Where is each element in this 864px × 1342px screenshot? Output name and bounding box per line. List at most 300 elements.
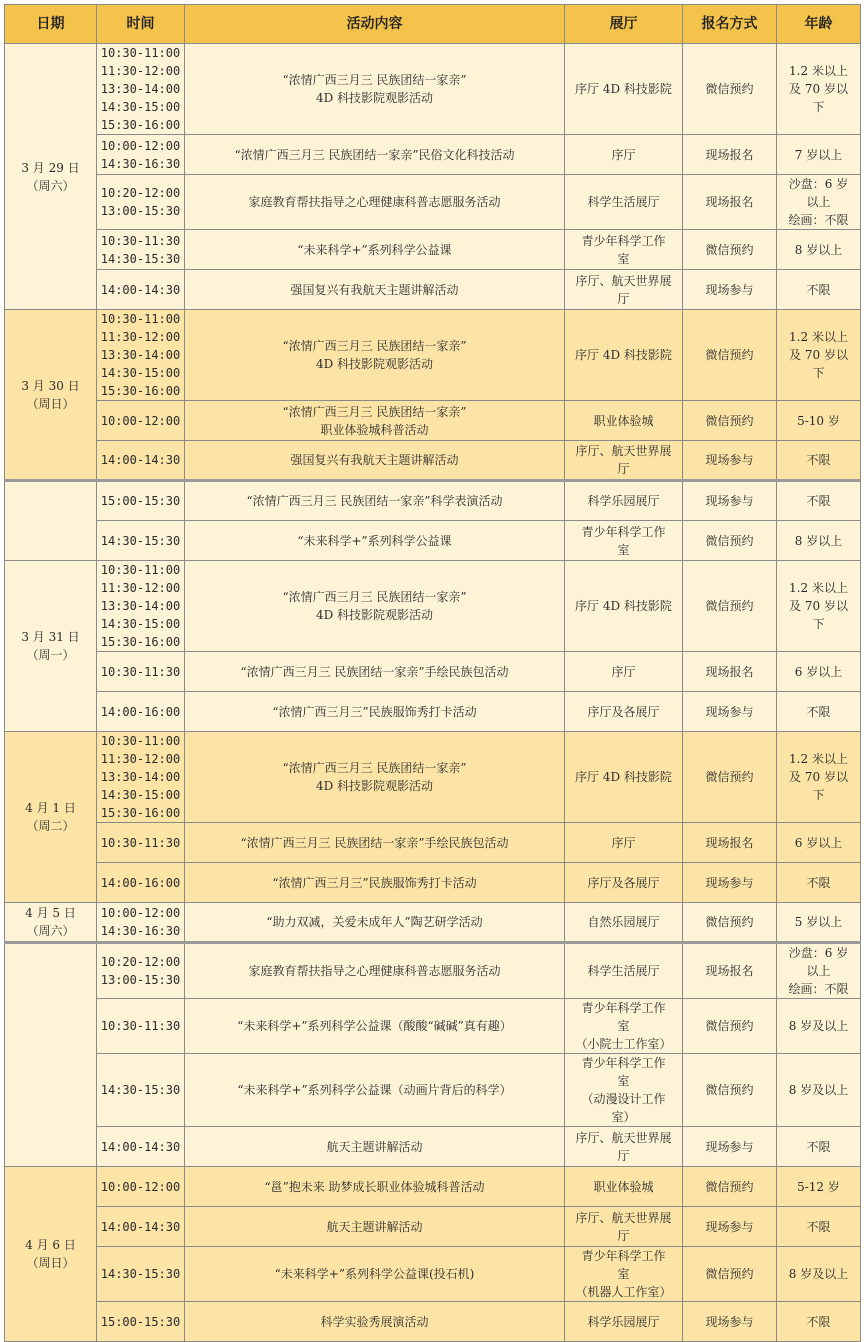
time-slot: 15:30-16:00 <box>100 384 181 398</box>
time-slot: 14:00-14:30 <box>100 1219 181 1234</box>
hall-line: 厅 <box>617 291 630 306</box>
table-row <box>5 1207 861 1247</box>
header-hall: 展厅 <box>565 5 683 44</box>
time-cell <box>97 823 185 863</box>
table-row <box>5 903 861 943</box>
time-cell <box>97 401 185 441</box>
hall-cell <box>565 521 683 561</box>
time-cell <box>97 692 185 732</box>
content-line: “浓情广西三月三 民族团结一家亲”手绘民族包活动 <box>240 835 509 850</box>
age-line: 下 <box>812 788 825 802</box>
age-cell <box>777 441 861 481</box>
time-cell <box>97 441 185 481</box>
date-line: （周日） <box>26 1256 75 1270</box>
time-cell <box>97 481 185 521</box>
age-line: 不限 <box>806 453 831 467</box>
hall-cell <box>565 441 683 481</box>
date-line: （周六） <box>26 178 75 193</box>
hall-line: （小院士工作室） <box>575 1037 672 1051</box>
time-cell <box>97 652 185 692</box>
date-cell <box>5 1167 97 1342</box>
content-line: 航天主题讲解活动 <box>326 1219 423 1234</box>
method-cell: 现场报名 <box>683 823 777 863</box>
method-cell: 现场参与 <box>683 441 777 481</box>
hall-cell <box>565 135 683 175</box>
time-slot: 14:30-15:30 <box>100 1083 181 1097</box>
content-line: “邕”抱未来 助梦成长职业体验城科普活动 <box>264 1179 485 1194</box>
hall-line: 序厅、航天世界展 <box>575 444 672 458</box>
age-line: 5-10 岁 <box>797 413 840 428</box>
age-line: 1.2 米以上 <box>789 752 848 766</box>
content-cell <box>185 561 565 652</box>
hall-line: 序厅 4D 科技影院 <box>575 770 672 784</box>
age-line: 5-12 岁 <box>797 1179 840 1194</box>
time-slot: 15:30-16:00 <box>100 635 181 649</box>
hall-cell <box>565 1302 683 1342</box>
method-cell: 现场报名 <box>683 943 777 999</box>
table-row <box>5 561 861 652</box>
hall-line: 序厅、航天世界展 <box>575 1210 672 1225</box>
time-cell <box>97 863 185 903</box>
content-line: 科学实验秀展演活动 <box>320 1314 429 1329</box>
hall-line: 科学乐园展厅 <box>587 1314 660 1329</box>
age-line: 7 岁以上 <box>794 147 843 162</box>
hall-line: 室 <box>617 1267 630 1281</box>
date-cell <box>5 310 97 481</box>
method-cell: 微信预约 <box>683 1054 777 1127</box>
hall-cell <box>565 561 683 652</box>
content-cell <box>185 441 565 481</box>
method-cell: 微信预约 <box>683 999 777 1054</box>
table-row <box>5 1127 861 1167</box>
header-age: 年龄 <box>777 5 861 44</box>
time-slot: 14:00-14:30 <box>100 1139 181 1154</box>
age-line: 6 岁以上 <box>794 835 843 850</box>
method-cell: 微信预约 <box>683 903 777 943</box>
time-slot: 14:30-15:00 <box>100 100 181 114</box>
hall-line: 厅 <box>617 1228 630 1243</box>
time-slot: 14:00-14:30 <box>100 282 181 297</box>
hall-cell <box>565 823 683 863</box>
time-slot: 14:30-16:30 <box>100 924 181 938</box>
time-cell <box>97 1127 185 1167</box>
content-cell <box>185 1054 565 1127</box>
content-line: 家庭教育帮扶指导之心理健康科普志愿服务活动 <box>248 964 501 978</box>
time-cell <box>97 135 185 175</box>
hall-cell <box>565 44 683 135</box>
age-cell <box>777 732 861 823</box>
age-cell <box>777 863 861 903</box>
content-line: “浓情广西三月三 民族团结一家亲” <box>282 404 467 419</box>
date-line: （周六） <box>26 924 75 938</box>
time-slot: 10:20-12:00 <box>100 186 181 200</box>
time-slot: 11:30-12:00 <box>100 581 181 595</box>
content-cell <box>185 999 565 1054</box>
age-cell <box>777 44 861 135</box>
time-slot: 14:30-16:30 <box>100 156 181 171</box>
age-line: 5 岁以上 <box>794 915 843 929</box>
time-cell <box>97 44 185 135</box>
age-line: 8 岁及以上 <box>788 1083 849 1097</box>
time-cell <box>97 1207 185 1247</box>
hall-cell <box>565 1167 683 1207</box>
age-line: 及 70 岁以 <box>789 770 848 784</box>
content-line: 4D 科技影院观影活动 <box>315 779 434 793</box>
hall-cell <box>565 310 683 401</box>
method-cell: 微信预约 <box>683 310 777 401</box>
content-cell <box>185 310 565 401</box>
content-cell <box>185 1127 565 1167</box>
content-line: “浓情广西三月三 民族团结一家亲”民俗文化科技活动 <box>234 147 515 162</box>
method-cell: 微信预约 <box>683 1247 777 1302</box>
age-line: 沙盘：6 岁 <box>788 177 849 191</box>
age-line: 1.2 米以上 <box>789 330 848 344</box>
table-row <box>5 401 861 441</box>
content-line: “浓情广西三月三”民族服饰秀打卡活动 <box>272 875 477 890</box>
time-slot: 10:30-11:00 <box>100 312 181 326</box>
table-row <box>5 1167 861 1207</box>
content-line: “未来科学+”系列科学公益课(投石机) <box>274 1267 475 1281</box>
age-cell <box>777 692 861 732</box>
hall-cell <box>565 1127 683 1167</box>
method-cell: 微信预约 <box>683 561 777 652</box>
method-cell: 现场报名 <box>683 175 777 230</box>
age-cell <box>777 903 861 943</box>
age-line: 8 岁以上 <box>794 242 843 257</box>
age-cell <box>777 521 861 561</box>
header-time: 时间 <box>97 5 185 44</box>
age-line: 下 <box>812 100 825 114</box>
time-cell <box>97 175 185 230</box>
age-cell <box>777 1207 861 1247</box>
table-row <box>5 1054 861 1127</box>
method-cell: 微信预约 <box>683 732 777 823</box>
content-cell <box>185 863 565 903</box>
hall-cell <box>565 863 683 903</box>
date-line: 3 月 30 日 <box>21 378 80 393</box>
hall-line: 职业体验城 <box>593 1179 654 1194</box>
time-cell <box>97 1054 185 1127</box>
age-line: 不限 <box>806 282 831 297</box>
content-line: “浓情广西三月三 民族团结一家亲” <box>282 590 467 604</box>
time-slot: 14:30-15:00 <box>100 617 181 631</box>
content-line: “未来科学+”系列科学公益课 <box>297 533 452 548</box>
content-line: “浓情广西三月三 民族团结一家亲” <box>282 761 467 775</box>
age-line: 以上 <box>806 195 831 209</box>
time-slot: 10:30-11:30 <box>100 835 181 850</box>
header-date: 日期 <box>5 5 97 44</box>
age-cell <box>777 310 861 401</box>
age-line: 下 <box>812 617 825 631</box>
age-line: 不限 <box>806 1219 831 1234</box>
age-line: 8 岁以上 <box>794 533 843 548</box>
content-line: 强国复兴有我航天主题讲解活动 <box>290 453 459 467</box>
table-row <box>5 481 861 521</box>
content-line: 4D 科技影院观影活动 <box>315 91 434 105</box>
content-line: “浓情广西三月三 民族团结一家亲”手绘民族包活动 <box>240 664 509 679</box>
time-cell <box>97 943 185 999</box>
hall-line: 厅 <box>617 462 630 476</box>
time-slot: 11:30-12:00 <box>100 64 181 78</box>
hall-cell <box>565 230 683 270</box>
hall-line: 青少年科学工作 <box>581 524 666 539</box>
hall-line: 序厅、航天世界展 <box>575 1130 672 1145</box>
time-cell <box>97 1167 185 1207</box>
age-line: 8 岁及以上 <box>788 1267 849 1281</box>
content-line: 4D 科技影院观影活动 <box>315 357 434 371</box>
header-content: 活动内容 <box>185 5 565 44</box>
method-cell: 现场参与 <box>683 1302 777 1342</box>
method-cell: 现场参与 <box>683 692 777 732</box>
hall-cell <box>565 1054 683 1127</box>
hall-line: 室 <box>617 542 630 557</box>
age-line: 不限 <box>806 1314 831 1329</box>
table-row <box>5 135 861 175</box>
time-cell <box>97 270 185 310</box>
age-line: 绘画：不限 <box>788 982 849 996</box>
hall-line: 室 <box>617 251 630 266</box>
method-cell: 微信预约 <box>683 521 777 561</box>
hall-line: 科学生活展厅 <box>587 195 660 209</box>
age-line: 8 岁及以上 <box>788 1019 849 1033</box>
time-cell <box>97 999 185 1054</box>
time-slot: 14:30-15:00 <box>100 788 181 802</box>
age-line: 1.2 米以上 <box>789 581 848 595</box>
hall-cell <box>565 732 683 823</box>
content-line: “浓情广西三月三 民族团结一家亲”科学表演活动 <box>246 494 503 508</box>
content-cell <box>185 230 565 270</box>
content-cell <box>185 270 565 310</box>
time-cell <box>97 521 185 561</box>
content-line: 强国复兴有我航天主题讲解活动 <box>290 282 459 297</box>
time-slot: 14:00-16:00 <box>100 875 181 890</box>
hall-line: 青少年科学工作 <box>581 1001 666 1015</box>
time-slot: 15:00-15:30 <box>100 494 181 508</box>
hall-line: 序厅 4D 科技影院 <box>575 82 672 96</box>
hall-line: 序厅 4D 科技影院 <box>575 348 672 362</box>
time-slot: 11:30-12:00 <box>100 330 181 344</box>
age-cell <box>777 561 861 652</box>
time-slot: 14:00-14:30 <box>100 453 181 467</box>
hall-cell <box>565 1207 683 1247</box>
date-cell <box>5 732 97 903</box>
content-cell <box>185 1167 565 1207</box>
time-slot: 14:30-15:30 <box>100 533 181 548</box>
hall-cell <box>565 175 683 230</box>
method-cell: 现场参与 <box>683 1127 777 1167</box>
hall-line: 青少年科学工作 <box>581 1056 666 1070</box>
hall-line: 科学生活展厅 <box>587 964 660 978</box>
table-row <box>5 175 861 230</box>
date-line: 4 月 6 日 <box>25 1238 76 1252</box>
age-line: 1.2 米以上 <box>789 64 848 78</box>
content-line: “未来科学+”系列科学公益课 <box>297 242 452 257</box>
header-signup-method: 报名方式 <box>683 5 777 44</box>
time-slot: 10:00-12:00 <box>100 138 181 153</box>
hall-line: 序厅 4D 科技影院 <box>575 599 672 613</box>
content-cell <box>185 44 565 135</box>
content-line: “浓情广西三月三”民族服饰秀打卡活动 <box>272 704 477 719</box>
content-line: “浓情广西三月三 民族团结一家亲” <box>282 73 467 87</box>
hall-cell <box>565 652 683 692</box>
method-cell: 微信预约 <box>683 1167 777 1207</box>
time-cell <box>97 1302 185 1342</box>
hall-cell <box>565 903 683 943</box>
content-cell <box>185 1247 565 1302</box>
content-line: 家庭教育帮扶指导之心理健康科普志愿服务活动 <box>248 195 501 209</box>
activity-schedule-table <box>4 4 861 1342</box>
hall-line: 室 <box>617 1019 630 1033</box>
age-cell <box>777 1302 861 1342</box>
content-cell <box>185 481 565 521</box>
hall-line: 序厅 <box>611 835 636 850</box>
hall-cell <box>565 999 683 1054</box>
content-cell <box>185 135 565 175</box>
table-row <box>5 823 861 863</box>
age-line: 及 70 岁以 <box>789 82 848 96</box>
age-cell <box>777 230 861 270</box>
table-row <box>5 652 861 692</box>
table-row <box>5 521 861 561</box>
table-row <box>5 863 861 903</box>
age-line: 及 70 岁以 <box>789 599 848 613</box>
content-cell <box>185 401 565 441</box>
time-slot: 13:30-14:00 <box>100 82 181 96</box>
table-row <box>5 44 861 135</box>
age-cell <box>777 1167 861 1207</box>
time-slot: 10:00-12:00 <box>100 1179 181 1194</box>
age-cell <box>777 823 861 863</box>
age-cell <box>777 481 861 521</box>
date-cell <box>5 44 97 310</box>
time-cell <box>97 732 185 823</box>
table-row <box>5 270 861 310</box>
date-cell <box>5 561 97 732</box>
time-cell <box>97 310 185 401</box>
content-cell <box>185 692 565 732</box>
content-cell <box>185 903 565 943</box>
hall-line: 室 <box>617 1074 630 1088</box>
age-cell <box>777 401 861 441</box>
age-cell <box>777 652 861 692</box>
time-slot: 14:30-15:30 <box>100 251 181 266</box>
age-cell <box>777 1054 861 1127</box>
time-cell <box>97 903 185 943</box>
date-line: 3 月 29 日 <box>21 160 80 175</box>
time-slot: 13:00-15:30 <box>100 204 181 218</box>
time-slot: 14:30-15:00 <box>100 366 181 380</box>
age-cell <box>777 135 861 175</box>
date-line: （周日） <box>26 396 75 411</box>
content-cell <box>185 1302 565 1342</box>
time-slot: 13:30-14:00 <box>100 348 181 362</box>
hall-cell <box>565 270 683 310</box>
content-cell <box>185 1207 565 1247</box>
hall-cell <box>565 481 683 521</box>
content-line: “助力双减，关爱未成年人”陶艺研学活动 <box>266 915 483 929</box>
time-slot: 15:30-16:00 <box>100 118 181 132</box>
age-line: 不限 <box>806 1139 831 1154</box>
hall-line: （机器人工作室） <box>575 1285 672 1299</box>
date-line: 4 月 1 日 <box>25 801 76 815</box>
age-line: 以上 <box>806 964 831 978</box>
date-line: （周一） <box>26 648 75 662</box>
age-line: 下 <box>812 366 825 380</box>
hall-line: 厅 <box>617 1148 630 1163</box>
table-row <box>5 1302 861 1342</box>
time-slot: 10:30-11:00 <box>100 46 181 60</box>
hall-cell <box>565 943 683 999</box>
hall-line: 自然乐园展厅 <box>587 915 660 929</box>
date-line: 4 月 5 日 <box>25 906 76 920</box>
age-line: 不限 <box>806 704 831 719</box>
hall-cell <box>565 401 683 441</box>
content-line: “浓情广西三月三 民族团结一家亲” <box>282 339 467 353</box>
content-cell <box>185 652 565 692</box>
content-line: 4D 科技影院观影活动 <box>315 608 434 622</box>
hall-line: 序厅及各展厅 <box>587 875 660 890</box>
method-cell: 现场报名 <box>683 652 777 692</box>
table-row <box>5 999 861 1054</box>
method-cell: 微信预约 <box>683 230 777 270</box>
time-cell <box>97 561 185 652</box>
method-cell: 现场报名 <box>683 135 777 175</box>
content-cell <box>185 943 565 999</box>
time-slot: 13:00-15:30 <box>100 973 181 987</box>
time-slot: 10:30-11:30 <box>100 1019 181 1033</box>
content-cell <box>185 823 565 863</box>
time-slot: 14:00-16:00 <box>100 704 181 719</box>
table-header-row <box>5 5 861 44</box>
content-line: 职业体验城科普活动 <box>320 422 429 437</box>
date-line: 3 月 31 日 <box>21 630 80 644</box>
schedule-page <box>4 4 861 1342</box>
age-cell <box>777 1127 861 1167</box>
hall-line: （动漫设计工作 <box>581 1092 666 1106</box>
time-slot: 10:00-12:00 <box>100 413 181 428</box>
hall-line: 序厅及各展厅 <box>587 704 660 719</box>
content-cell <box>185 175 565 230</box>
age-line: 沙盘：6 岁 <box>788 946 849 960</box>
age-line: 及 70 岁以 <box>789 348 848 362</box>
table-row <box>5 310 861 401</box>
hall-line: 职业体验城 <box>593 413 654 428</box>
age-line: 6 岁以上 <box>794 664 843 679</box>
content-line: “未来科学+”系列科学公益课（酸酸“碱碱”真有趣） <box>237 1019 512 1033</box>
table-row <box>5 230 861 270</box>
time-slot: 10:30-11:00 <box>100 563 181 577</box>
time-slot: 13:30-14:00 <box>100 770 181 784</box>
content-line: “未来科学+”系列科学公益课（动画片背后的科学） <box>237 1083 512 1097</box>
age-cell <box>777 943 861 999</box>
hall-line: 序厅、航天世界展 <box>575 273 672 288</box>
date-cell <box>5 481 97 561</box>
time-slot: 10:00-12:00 <box>100 906 181 920</box>
date-cell <box>5 903 97 943</box>
content-cell <box>185 732 565 823</box>
time-slot: 11:30-12:00 <box>100 752 181 766</box>
table-row <box>5 441 861 481</box>
table-row <box>5 732 861 823</box>
date-line: （周二） <box>26 819 75 833</box>
age-line: 不限 <box>806 875 831 890</box>
schedule-body <box>5 44 861 1342</box>
method-cell: 微信预约 <box>683 44 777 135</box>
date-cell <box>5 943 97 1167</box>
hall-line: 科学乐园展厅 <box>587 494 660 508</box>
time-slot: 15:30-16:00 <box>100 806 181 820</box>
method-cell: 现场参与 <box>683 1207 777 1247</box>
